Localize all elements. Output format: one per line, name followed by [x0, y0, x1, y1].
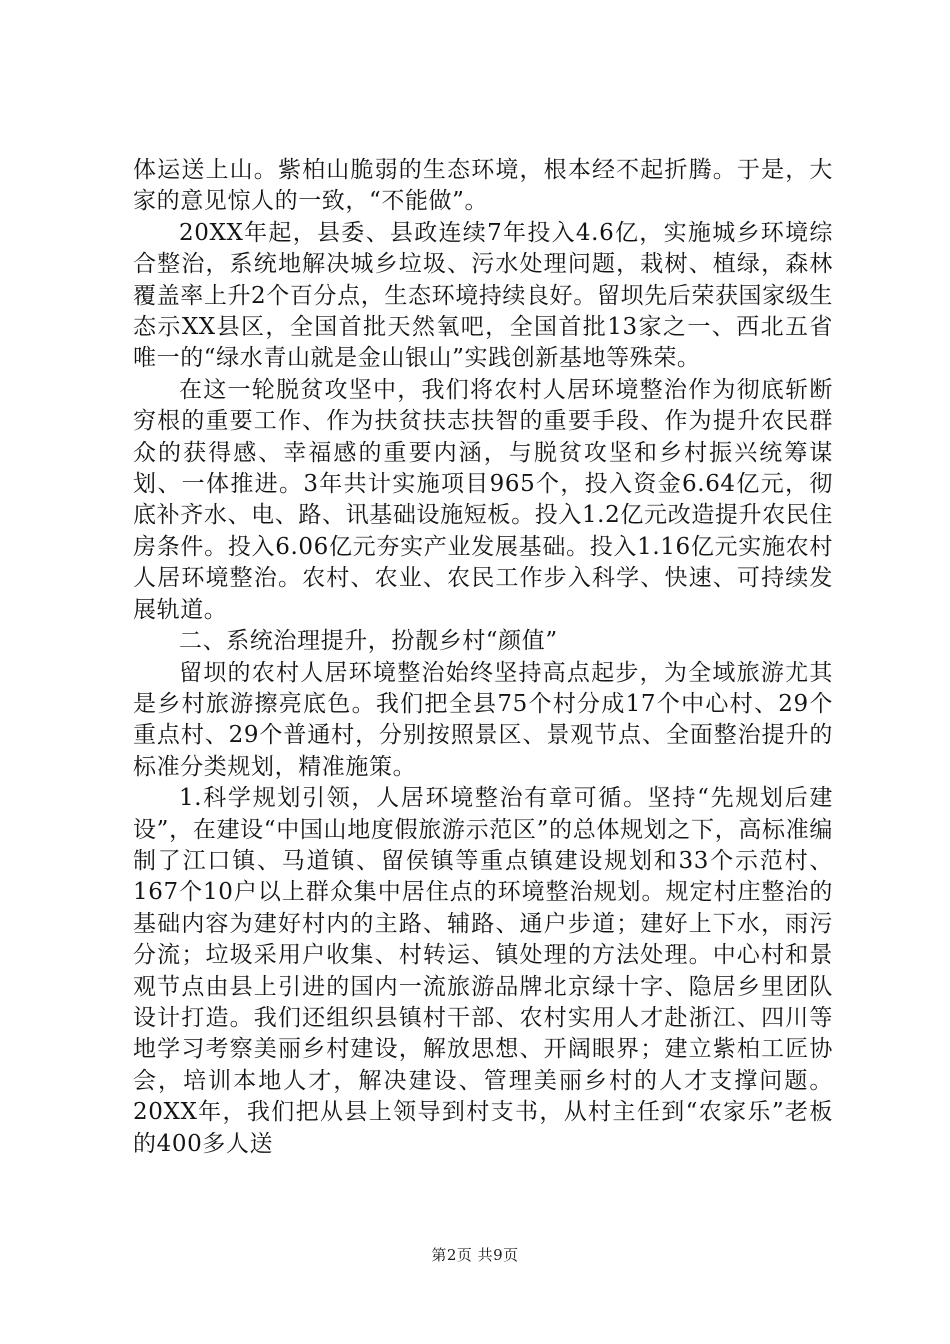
paragraph: 20XX年起，县委、县政连续7年投入4.6亿，实施城乡环境综合整治，系统地解决城乡垃圾、污水处理问题，栽树、植绿，森林覆盖率上升2个百分点，生态环境持续良好。留坝先后荣获国家级生态示XX县区，全国首批天然氧吧，全国首批13家之一、西北五省唯一的“绿水青山就是金山银山”实践创新基地等殊荣。	[133, 219, 833, 372]
paragraph: 体运送上山。紫柏山脆弱的生态环境，根本经不起折腾。于是，大家的意见惊人的一致，“不能做”。	[133, 157, 833, 215]
section-heading: 二、系统治理提升，扮靓乡村“颜值”	[179, 628, 558, 655]
paragraph: 留坝的农村人居环境整治始终坚持高点起步，为全域旅游尤其是乡村旅游擦亮底色。我们把全县75个村分成17个中心村、29个重点村、29个普通村，分别按照景区、景观节点、全面整治提升的标准分类规划，精准施策。	[133, 659, 833, 780]
paragraph: 在这一轮脱贫攻坚中，我们将农村人居环境整治作为彻底斩断穷根的重要工作、作为扶贫扶志扶智的重要手段、作为提升农民群众的获得感、幸福感的重要内涵，与脱贫攻坚和乡村振兴统筹谋划、一体推进。3年共计实施项目965个，投入资金6.64亿元，彻底补齐水、电、路、讯基础设施短板。投入1.2亿元改造提升农民住房条件。投入6.06亿元夯实产业发展基础。投入1.16亿元实施农村人居环境整治。农村、农业、农民工作步入科学、快速、可持续发展轨道。	[133, 376, 833, 623]
page-number: 第2页 共9页	[431, 1246, 519, 1264]
document-body	[133, 155, 833, 1160]
paragraph: 1.科学规划引领，人居环境整治有章可循。坚持“先规划后建设”，在建设“中国山地度假旅游示范区”的总体规划之下，高标准编制了江口镇、马道镇、留侯镇等重点镇建设规划和33个示范村、167个10户以上群众集中居住点的环境整治规划。规定村庄整治的基础内容为建好村内的主路、辅路、通户步道；建好上下水，雨污分流；垃圾采用户收集、村转运、镇处理的方法处理。中心村和景观节点由县上引进的国内一流旅游品牌北京绿十字、隐居乡里团队设计打造。我们还组织县镇村干部、农村实用人才赴浙江、四川等地学习考察美丽乡村建设，解放思想、开阔眼界；建立紫柏工匠协会，培训本地人才，解决建设、管理美丽乡村的人才支撑问题。20XX年，我们把从县上领导到村支书，从村主任到“农家乐”老板的400多人送	[133, 785, 833, 1157]
